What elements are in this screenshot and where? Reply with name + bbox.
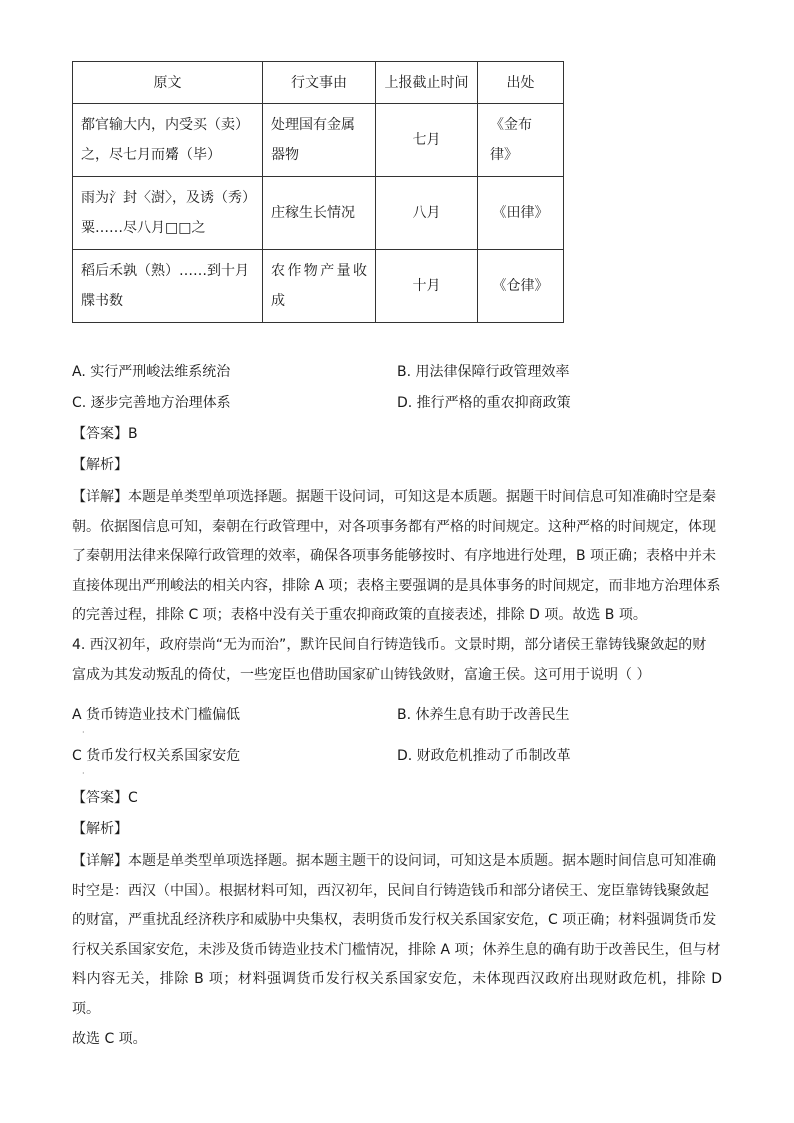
- text-line: 故选 C 项。: [72, 1030, 147, 1047]
- q4-option-d: D. 财政危机推动了币制改革: [397, 748, 571, 764]
- text-line: 的财富，严重扰乱经济秩序和威胁中央集权，表明货币发行权关系国家安危，C 项正确；材料强调货币发: [72, 912, 717, 929]
- text-line: 朝。依据图信息可知，秦朝在行政管理中，对各项事务都有严格的时间规定。这种严格的时间规定，体现: [72, 518, 716, 535]
- table-row: [73, 177, 564, 250]
- header-original-text: 原文: [73, 62, 263, 104]
- cell-line: 牒书数: [81, 293, 123, 309]
- text-line: 直接体现出严刑峻法的相关内容，排除 A 项；表格主要强调的是具体事务的时间规定，而非地方治理体系: [72, 577, 721, 594]
- stray-mark: ·: [82, 728, 85, 737]
- cell-reason: [263, 250, 376, 323]
- cell-line: 器物: [271, 147, 299, 163]
- q4-stem: [72, 631, 722, 690]
- text-line: 【详解】本题是单类型单项选择题。据本题主题干的设问词，可知这是本质题。据本题时间信息可知准确: [72, 853, 716, 869]
- cell-source: 《仓律》: [478, 250, 564, 323]
- text-line: 行权关系国家安危，未涉及货币铸造业技术门槛情况，排除 A 项；休养生息的确有助于改善民生，但与材: [72, 941, 721, 958]
- cell-source: 《田律》: [478, 177, 564, 250]
- q4-analysis-label: 【解析】: [72, 821, 128, 837]
- table-header-row: [73, 62, 564, 104]
- cell-line: 雨为氵封〈澍〉，及诱（秀）: [81, 190, 256, 206]
- header-source: 出处: [478, 62, 564, 104]
- q3-option-d: D. 推行严格的重农抑商政策: [397, 395, 571, 411]
- q3-analysis-label: 【解析】: [72, 457, 128, 473]
- source-table: [72, 61, 564, 323]
- cell-reason: [263, 104, 376, 177]
- q4-option-a: A 货币铸造业技术门槛偏低: [72, 707, 241, 723]
- cell-reason: [263, 177, 376, 250]
- text-line: 富成为其发动叛乱的倚仗，一些宠臣也借助国家矿山铸钱敛财，富逾王侯。这可用于说明（ ）: [72, 666, 651, 683]
- cell-original-text: [73, 104, 263, 177]
- cell-line: 粟……尽八月□□之: [81, 220, 206, 236]
- q4-option-c: C 货币发行权关系国家安危: [72, 748, 241, 764]
- q3-detail: [72, 483, 722, 631]
- cell-line: 成: [271, 293, 285, 309]
- q4-detail: [72, 847, 722, 1054]
- cell-deadline: 八月: [376, 177, 478, 250]
- q3-answer: 【答案】B: [72, 426, 138, 442]
- cell-line: 稻后禾孰（熟）……到十月: [81, 263, 249, 279]
- text-line: 了秦朝用法律来保障行政管理的效率，确保各项事务能够按时、有序地进行处理，B 项正确；表格中并未: [72, 548, 717, 565]
- q3-option-b: B. 用法律保障行政管理效率: [397, 364, 570, 380]
- header-deadline: 上报截止时间: [376, 62, 478, 104]
- header-reason: 行文事由: [263, 62, 376, 104]
- cell-line: 处理国有金属: [271, 117, 355, 133]
- cell-line: 农作物产量收: [271, 263, 367, 279]
- cell-line: 之，尽七月而觱（毕）: [81, 147, 221, 163]
- q4-option-b: B. 休养生息有助于改善民生: [397, 707, 570, 723]
- table-row: [73, 104, 564, 177]
- text-line: 时空是：西汉（中国）。根据材料可知，西汉初年，民间自行铸造钱币和部分诸侯王、宠臣靠铸钱聚敛起: [72, 882, 709, 899]
- cell-source: [478, 104, 564, 177]
- cell-line: 律》: [490, 147, 518, 163]
- cell-deadline: 七月: [376, 104, 478, 177]
- table-row: [73, 250, 564, 323]
- cell-deadline: 十月: [376, 250, 478, 323]
- text-line: 料内容无关，排除 B 项；材料强调货币发行权关系国家安危，未体现西汉政府出现财政危机，排除 D 项。: [72, 971, 722, 1017]
- text-line: 的完善过程，排除 C 项；表格中没有关于重农抑商政策的直接表述，排除 D 项。故选 B 项。: [72, 607, 647, 624]
- cell-original-text: [73, 250, 263, 323]
- cell-line: 都官输大内，内受买（卖）: [81, 117, 249, 133]
- cell-original-text: [73, 177, 263, 250]
- q3-option-c: C. 逐步完善地方治理体系: [72, 395, 231, 411]
- cell-line: 庄稼生长情况: [271, 205, 355, 221]
- cell-line: 《金布: [490, 117, 532, 133]
- q3-option-a: A. 实行严刑峻法维系统治: [72, 364, 231, 380]
- stray-mark: ·: [82, 769, 85, 778]
- text-line: 4. 西汉初年，政府崇尚“无为而治”，默许民间自行铸造钱币。文景时期，部分诸侯王靠铸钱聚敛起的财: [72, 637, 707, 653]
- text-line: 【详解】本题是单类型单项选择题。据题干设问词，可知这是本质题。据题干时间信息可知准确时空是秦: [72, 489, 716, 505]
- q4-answer: 【答案】C: [72, 790, 138, 806]
